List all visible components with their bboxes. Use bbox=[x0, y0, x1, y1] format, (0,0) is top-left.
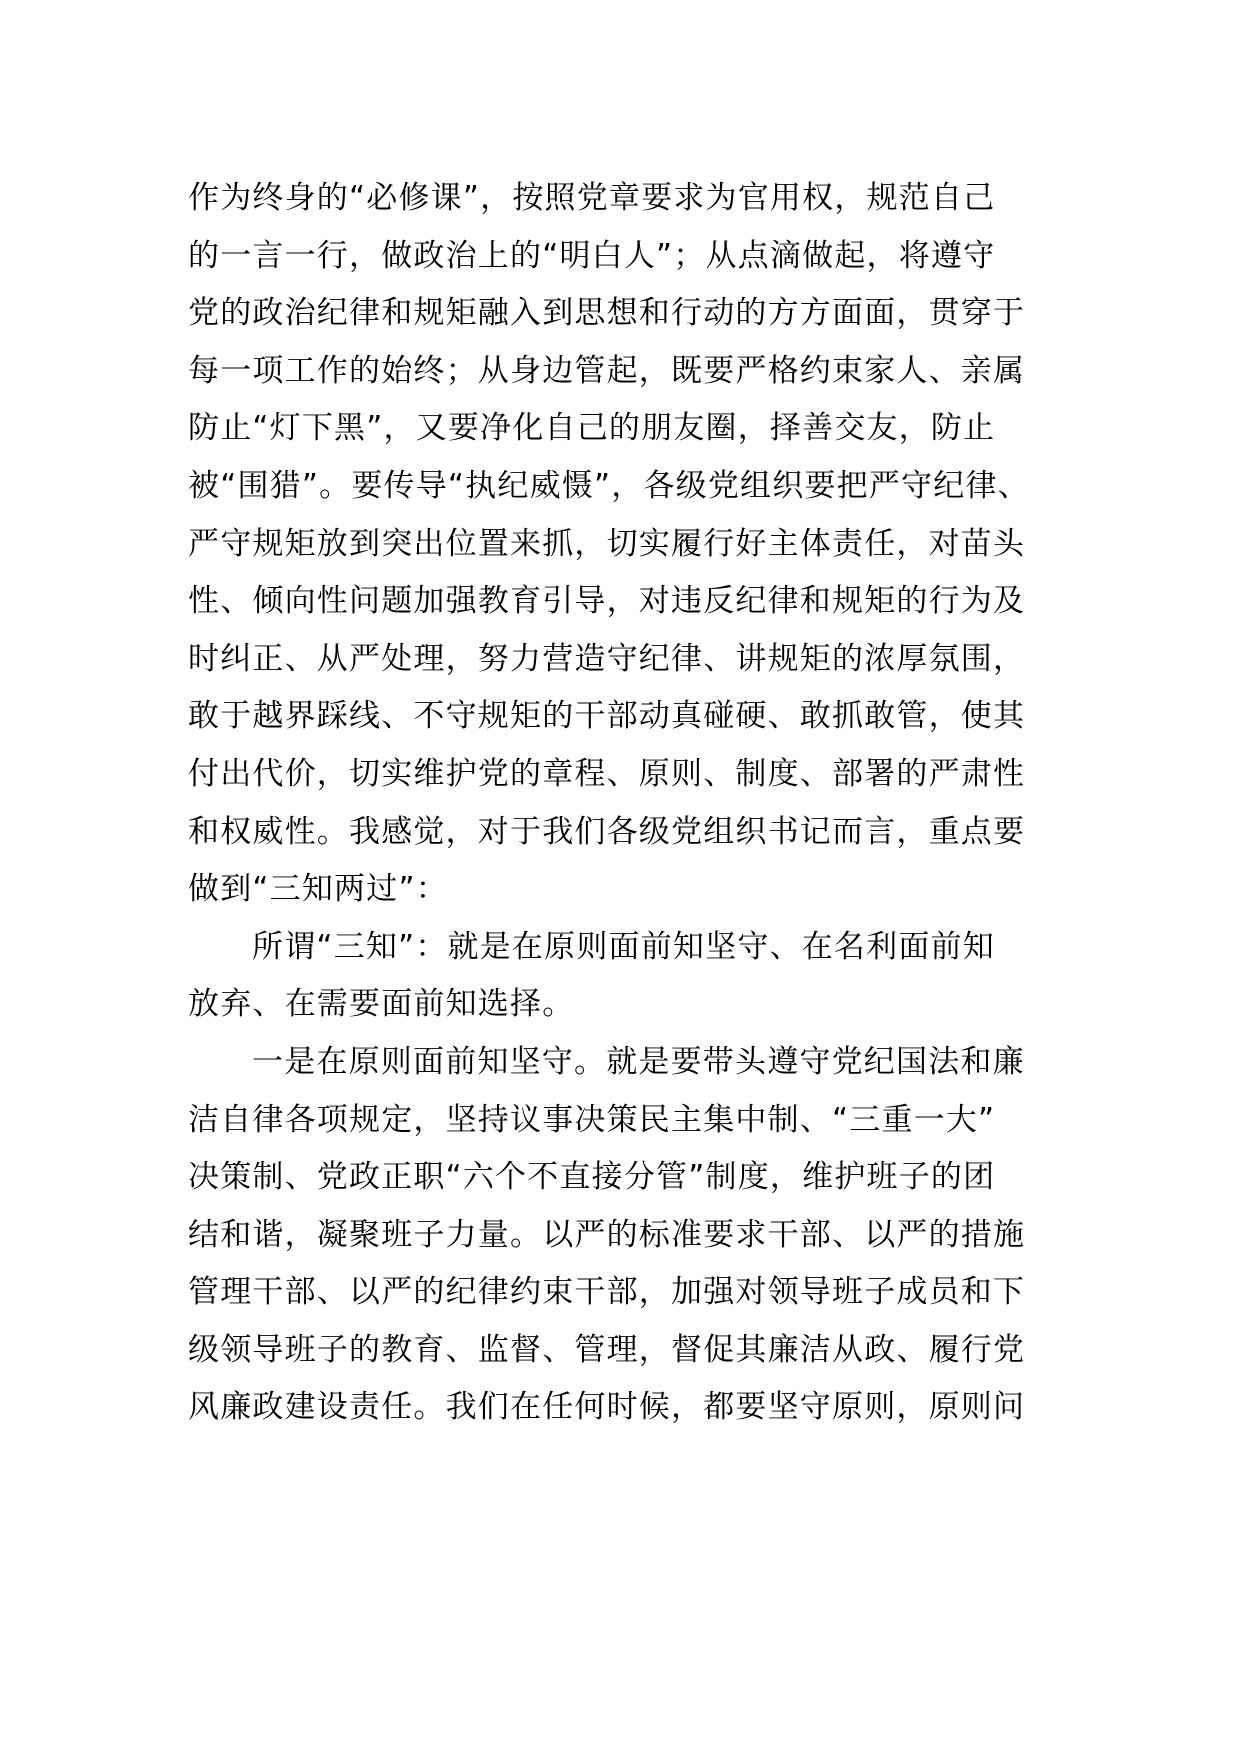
text-line-21: 级领导班子的教育、监督、管理，督促其廉洁从政、履行党 bbox=[188, 1331, 1026, 1368]
text-line-1: 作为终身的“必修课”，按照党章要求为官用权，规范自己 bbox=[188, 180, 996, 216]
text-line-18: 决策制、党政正职“六个不直接分管”制度，维护班子的团 bbox=[188, 1159, 996, 1196]
text-line-6: 被“围猎”。要传导“执纪威慑”，各级党组织要把严守纪律、 bbox=[188, 467, 1030, 504]
text-line-12: 和权威性。我感觉，对于我们各级党组织书记而言，重点要 bbox=[188, 813, 1026, 850]
text-line-5: 防止“灯下黑”，又要净化自己的朋友圈，择善交友，防止 bbox=[188, 410, 996, 447]
text-line-3: 党的政治纪律和规矩融入到思想和行动的方方面面，贯穿于 bbox=[188, 295, 1026, 332]
text-line-20: 管理干部、以严的纪律约束干部，加强对领导班子成员和下 bbox=[188, 1274, 1026, 1311]
text-line-19: 结和谐，凝聚班子力量。以严的标准要求干部、以严的措施 bbox=[188, 1216, 1026, 1253]
paragraph-first-point: 一是在原则面前知坚守。就是要带头遵守党纪国法和廉 bbox=[252, 1043, 1025, 1080]
text-line-17: 洁自律各项规定，坚持议事决策民主集中制、“三重一大” bbox=[188, 1101, 996, 1138]
text-line-11: 付出代价，切实维护党的章程、原则、制度、部署的严肃性 bbox=[188, 755, 1026, 792]
text-line-22: 风廉政建设责任。我们在任何时候，都要坚守原则，原则问 bbox=[188, 1389, 1026, 1426]
text-line-4: 每一项工作的始终；从身边管起，既要严格约束家人、亲属 bbox=[188, 352, 1026, 389]
text-line-13: 做到“三知两过”： bbox=[188, 871, 448, 908]
text-line-10: 敢于越界踩线、不守规矩的干部动真碰硬、敢抓敢管，使其 bbox=[188, 698, 1026, 735]
text-line-15: 放弃、在需要面前知选择。 bbox=[188, 986, 575, 1023]
text-line-7: 严守规矩放到突出位置来抓，切实履行好主体责任，对苗头 bbox=[188, 525, 1026, 562]
document-page bbox=[188, 170, 1068, 1437]
text-line-9: 时纠正、从严处理，努力营造守纪律、讲规矩的浓厚氛围， bbox=[188, 640, 1026, 677]
paragraph-san-zhi-intro: 所谓“三知”：就是在原则面前知坚守、在名利面前知 bbox=[252, 928, 995, 965]
text-line-2: 的一言一行，做政治上的“明白人”；从点滴做起，将遵守 bbox=[188, 237, 996, 274]
text-line-8: 性、倾向性问题加强教育引导，对违反纪律和规矩的行为及 bbox=[188, 583, 1026, 620]
